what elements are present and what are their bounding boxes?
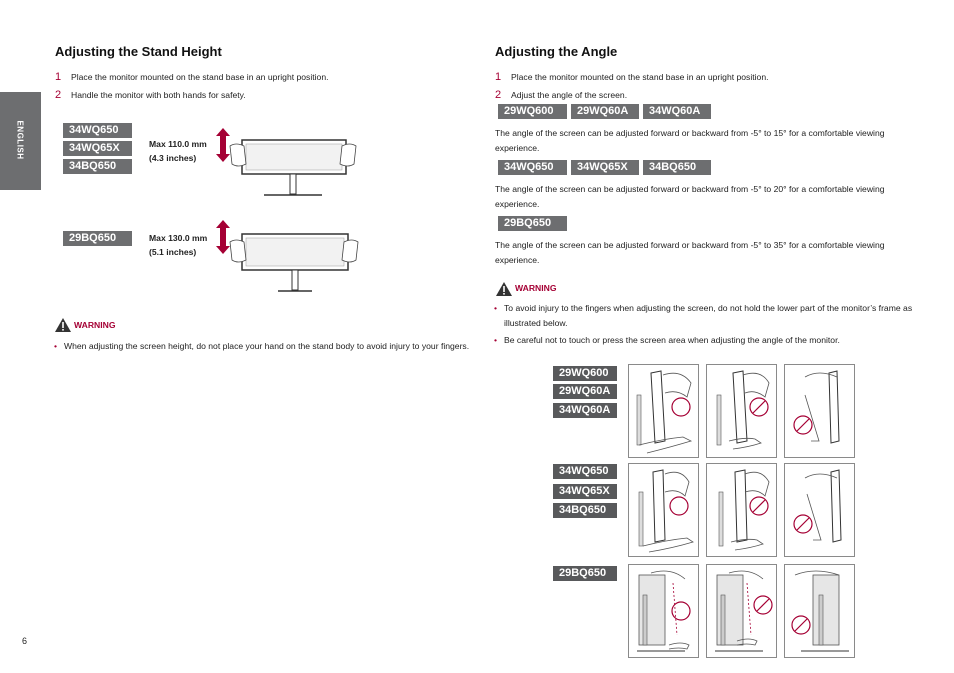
page-number: 6 xyxy=(22,636,28,646)
stand-height-title: Adjusting the Stand Height xyxy=(55,44,222,59)
side-tab-label: ENGLISH xyxy=(15,120,25,160)
model-badge: 34BQ650 xyxy=(643,160,711,175)
model-badge: 29WQ600 xyxy=(553,366,617,381)
warning-bullet: • To avoid injury to the fingers when adjusting the screen, do not hold the lower part of the monitor’s frame as illustrated below. xyxy=(494,303,913,328)
bullet-dot-icon: • xyxy=(54,341,58,351)
angle-warning-illustration xyxy=(706,564,777,658)
model-badge: 29BQ650 xyxy=(553,566,617,581)
angle-step-1: 1 Place the monitor mounted on the stand base in an upright position. xyxy=(495,71,769,83)
angle-warning-illustration xyxy=(706,463,777,557)
model-badge: 29BQ650 xyxy=(63,231,132,246)
model-badge: 34WQ650 xyxy=(498,160,567,175)
angle-step-2: 2 Adjust the angle of the screen. xyxy=(495,89,628,101)
model-badge: 29WQ600 xyxy=(498,104,567,119)
angle-warning-illustration xyxy=(628,564,699,658)
max-height-label-2: Max 130.0 mm (5.1 inches) xyxy=(149,233,208,257)
model-badge: 34WQ65X xyxy=(553,484,617,499)
model-badge: 34WQ60A xyxy=(643,104,711,119)
angle-range-text: The angle of the screen can be adjusted forward or backward from -5° to 15° for a comfortable viewing experience. xyxy=(495,128,885,153)
model-badge: 34WQ650 xyxy=(63,123,132,138)
warning-bullet: • Be careful not to touch or press the screen area when adjusting the angle of the monitor. xyxy=(504,333,914,348)
model-badge: 34WQ60A xyxy=(553,403,617,418)
max-height-label-1: Max 110.0 mm (4.3 inches) xyxy=(149,139,207,163)
angle-range-text: The angle of the screen can be adjusted forward or backward from -5° to 20° for a comfortable viewing experience. xyxy=(495,184,885,209)
angle-warning-illustration xyxy=(706,364,777,458)
warning-title: WARNING xyxy=(74,320,116,330)
model-badge: 34BQ650 xyxy=(553,503,617,518)
warning-icon xyxy=(55,318,71,332)
model-badge: 34WQ65X xyxy=(571,160,639,175)
angle-warning-illustration xyxy=(628,463,699,557)
stand-height-step-1: 1 Place the monitor mounted on the stand base in an upright position. xyxy=(55,71,329,83)
model-badge: 34WQ650 xyxy=(553,464,617,479)
monitor-height-illustration xyxy=(228,136,358,198)
angle-warning-illustration xyxy=(628,364,699,458)
warning-bullet: • When adjusting the screen height, do not place your hand on the stand body to avoid injury to your fingers. xyxy=(64,339,474,354)
language-side-tab xyxy=(0,92,41,190)
model-badge: 29BQ650 xyxy=(498,216,567,231)
monitor-height-illustration xyxy=(228,230,360,294)
angle-warning-illustration xyxy=(784,564,855,658)
bullet-dot-icon: • xyxy=(494,335,498,345)
bullet-dot-icon: • xyxy=(494,303,498,313)
model-badge: 34BQ650 xyxy=(63,159,132,174)
angle-warning-illustration xyxy=(784,463,855,557)
angle-title: Adjusting the Angle xyxy=(495,44,618,59)
angle-warning-illustration xyxy=(784,364,855,458)
angle-range-text: The angle of the screen can be adjusted forward or backward from -5° to 35° for a comfortable viewing experience. xyxy=(495,240,885,265)
warning-icon xyxy=(496,282,512,296)
model-badge: 29WQ60A xyxy=(553,384,617,399)
stand-height-step-2: 2 Handle the monitor with both hands for safety. xyxy=(55,89,246,101)
warning-title: WARNING xyxy=(515,283,557,293)
model-badge: 29WQ60A xyxy=(571,104,639,119)
model-badge: 34WQ65X xyxy=(63,141,132,156)
